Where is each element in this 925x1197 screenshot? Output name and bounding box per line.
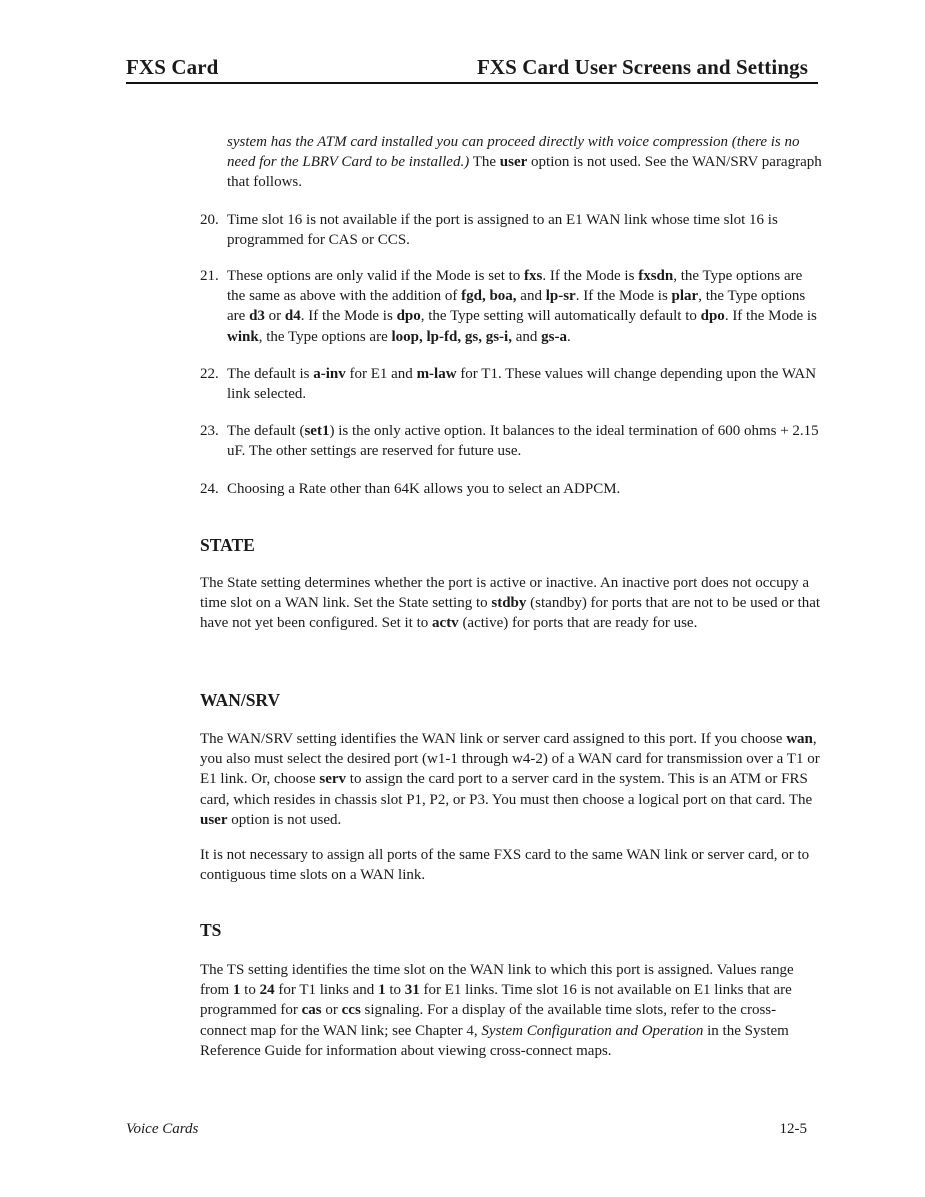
text-run: The WAN/SRV setting identifies the WAN link or server card assigned to this port. If you choose	[200, 731, 787, 747]
text-run: , the Type options are the same as above with the addition of	[227, 268, 803, 305]
text-bold: 1	[232, 982, 241, 999]
page-header	[126, 54, 818, 84]
text-run: in the System Reference Guide for information about viewing cross-connect maps.	[200, 1022, 789, 1059]
note-number: 21.	[200, 268, 219, 284]
text-bold: d3	[249, 308, 265, 325]
note-23	[200, 421, 822, 461]
text-bold: actv	[432, 615, 459, 632]
text-bold: a-inv	[313, 366, 346, 382]
text-run: for T1. These values will change depending upon the WAN link selected.	[227, 366, 817, 403]
text-italic: System Configuration and Operation	[481, 1022, 704, 1039]
note-21	[200, 266, 822, 347]
text-run: (standby) for ports that are not to be used or that have not yet been configured. Set it to	[200, 595, 821, 632]
text-run: .	[566, 328, 571, 345]
wansrv-paragraph-1	[200, 729, 822, 830]
text-run: These options are only valid if the Mode is set to	[227, 268, 525, 284]
note-number: 20.	[200, 212, 219, 228]
text-bold: fgd, boa,	[461, 288, 517, 305]
text-run: for T1 links and	[274, 982, 379, 999]
section-heading-ts: TS	[200, 920, 222, 940]
section-heading-wansrv: WAN/SRV	[200, 690, 281, 710]
text-run: The TS setting identifies the time slot on the WAN link to which this port is assigned. Values range from	[200, 962, 794, 999]
text-run: , the Type setting will automatically default to	[420, 308, 701, 325]
text-bold: 31	[404, 982, 420, 999]
text-bold: user	[200, 811, 228, 828]
text-run: (active) for ports that are ready for use.	[458, 615, 698, 632]
note-24	[200, 479, 822, 499]
text-bold: lp-sr	[545, 288, 576, 305]
header-section-title: FXS Card User Screens and Settings	[476, 55, 808, 79]
text-run: . If the Mode is	[300, 308, 397, 325]
text-run: option is not used. See the WAN/SRV paragraph that follows.	[227, 154, 822, 191]
note-continued	[227, 132, 822, 193]
ts-paragraph	[200, 960, 822, 1061]
text-run: signaling. For a display of the available time slots, refer to the cross-connect map for the WAN link; see Chapter	[200, 1002, 777, 1039]
text-run: to	[240, 982, 260, 999]
header-chapter-title: FXS Card	[126, 55, 219, 79]
note-continued-italic: system has the ATM card installed you can proceed directly with voice compression (there is no need for the LBRV Card to be installed.)	[227, 134, 800, 171]
text-run: , you also must select the desired port (w1-1 through w4-2) of a WAN card for transmission over a T1 or E1 link. Or, choose	[200, 731, 820, 788]
text-bold: plar	[671, 288, 699, 305]
footer-page-number: 12-5	[779, 1121, 807, 1137]
text-run: ,	[473, 1022, 482, 1039]
text-bold: user	[499, 154, 528, 171]
footer-book-title: Voice Cards	[126, 1121, 199, 1137]
text-run: for E1 and	[345, 366, 417, 382]
text-bold: ccs	[341, 1002, 361, 1019]
text-run: . If the Mode is	[575, 288, 672, 305]
note-22	[200, 364, 822, 404]
text-bold: cas	[301, 1002, 322, 1019]
text-run: or	[321, 1002, 342, 1019]
text-run: and	[511, 328, 542, 345]
text-bold: 1	[378, 982, 386, 999]
note-20	[200, 210, 822, 250]
note-text: Choosing a Rate other than 64K allows you to select an ADPCM.	[227, 481, 621, 497]
text-run: . If the Mode is	[724, 308, 817, 325]
text-run: , the Type options are	[227, 288, 806, 325]
text-bold: dpo	[700, 308, 725, 325]
text-run: to	[385, 982, 405, 999]
text-bold: fxsdn	[638, 268, 674, 284]
text-run: The State setting determines whether the port is active or inactive. An inactive port does not occupy a time slot on a WAN link. Set the State setting to	[200, 575, 809, 612]
text-run: . If the Mode is	[542, 268, 639, 284]
note-number: 24.	[200, 481, 219, 497]
text-run: , the Type options are	[258, 328, 392, 345]
state-paragraph	[200, 573, 822, 634]
text-run: for E1 links. Time slot 16 is not available on E1 links that are programmed for	[200, 982, 792, 1019]
text-bold: stdby	[491, 595, 527, 612]
text-bold: fxs	[524, 268, 543, 284]
note-number: 22.	[200, 366, 219, 382]
text-bold: 24	[259, 982, 275, 999]
text-bold: loop, lp-fd, gs, gs-i,	[391, 328, 512, 345]
text-bold: set1	[304, 423, 330, 439]
text-run: The	[469, 154, 500, 171]
text-bold: m-law	[416, 366, 457, 382]
text-bold: serv	[319, 771, 347, 788]
text-run: to assign the card port to a server card in the system. This is an ATM or FRS card, which resides in chassis slot P1, P2, or P3. You must then choose a logical port on that card. The	[200, 771, 813, 808]
text-run: The default is	[227, 366, 314, 382]
note-text: Time slot 16 is not available if the port is assigned to an E1 WAN link whose time slot 16 is programmed for CAS or CCS.	[227, 212, 778, 249]
note-number: 23.	[200, 423, 219, 439]
text-run: option is not used.	[227, 811, 342, 828]
section-heading-state: STATE	[200, 535, 255, 555]
wansrv-paragraph-2: It is not necessary to assign all ports of the same FXS card to the same WAN link or server card, or to contiguous time slots on a WAN link.	[200, 847, 810, 884]
text-bold: dpo	[396, 308, 421, 325]
text-bold: wink	[227, 328, 259, 345]
text-run: and	[516, 288, 546, 305]
text-run: or	[264, 308, 285, 325]
text-run: The default (	[227, 423, 305, 439]
text-bold: d4	[284, 308, 301, 325]
text-bold: gs-a	[541, 328, 567, 345]
chapter-link[interactable]: 4	[466, 1022, 474, 1039]
text-run: ) is the only active option. It balances to the ideal termination of 600 ohms + 2.15 uF. The other settings are reserved for future use.	[227, 423, 819, 460]
text-bold: wan	[786, 731, 813, 747]
